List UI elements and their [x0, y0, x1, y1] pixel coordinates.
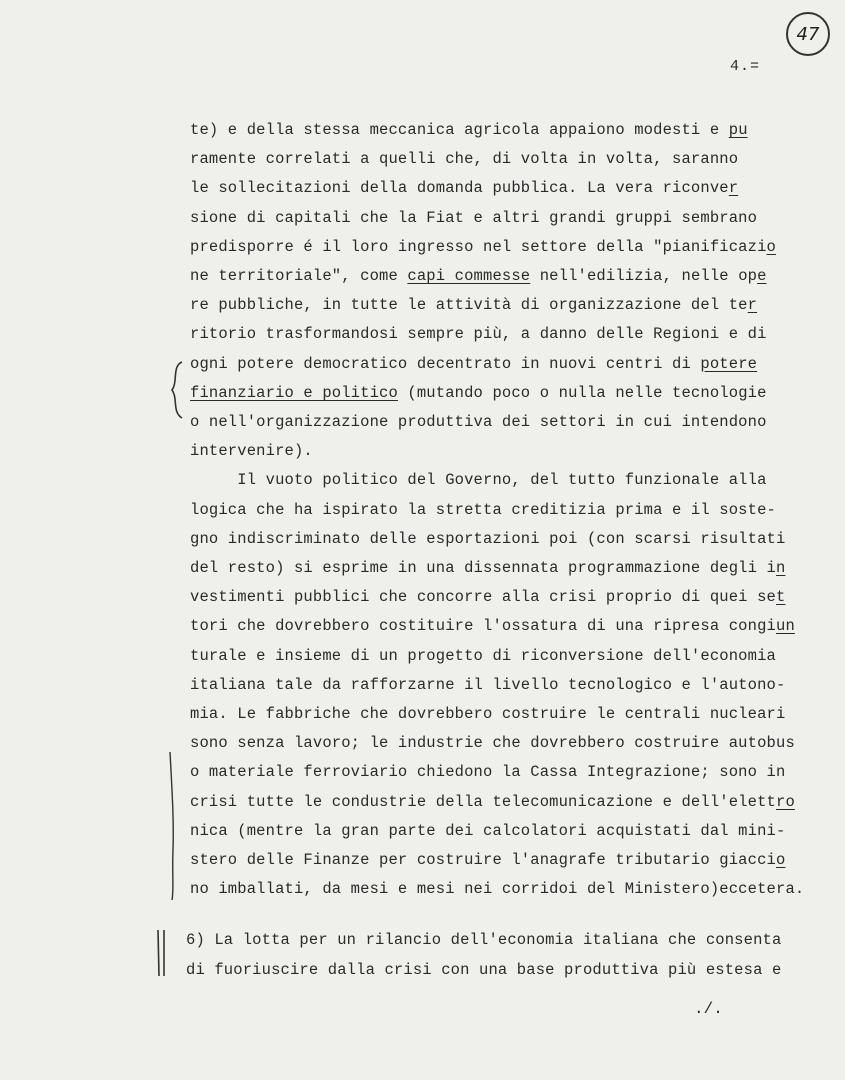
text-line [190, 208, 757, 228]
text-run: nell'edilizia, nelle op [530, 267, 758, 285]
text-line [190, 266, 767, 286]
text-run: mia. Le fabbriche che dovrebbero costruire le centrali nucleari [190, 705, 786, 723]
text-run: predisporre é il loro ingresso nel settore della "pianificazi [190, 237, 767, 256]
underlined-text: t [776, 588, 786, 607]
text-line [190, 879, 804, 899]
text-run: ritorio trasformandosi sempre più, a danno delle Regioni e di [190, 325, 767, 344]
text-run: crisi tutte le condustrie della telecomunicazione e dell'elett [190, 792, 776, 811]
text-line [190, 500, 776, 520]
underlined-text: n [776, 559, 786, 577]
text-run: sono senza lavoro; le industrie che dovrebbero costruire autobus [190, 734, 795, 753]
text-line [190, 704, 785, 724]
underlined-text: r [728, 179, 739, 198]
text-line [190, 587, 785, 607]
text-line [190, 178, 738, 198]
text-line [190, 558, 785, 578]
text-run: o nell'organizzazione produttiva dei settori in cui intendono [190, 413, 767, 431]
text-run: (mutando poco o nulla nelle tecnologie [397, 383, 767, 402]
margin-double-line-mark [152, 928, 172, 978]
text-line [190, 733, 795, 753]
text-line [190, 616, 795, 636]
underlined-text: e [757, 267, 767, 285]
text-run: italiana tale da rafforzarne il livello tecnologico e l'autono- [190, 675, 786, 694]
text-run: stero delle Finanze per costruire l'anagrafe tributario giacci [190, 851, 776, 869]
text-run: gno indiscriminato delle esportazioni poi (con scarsi risultati [190, 529, 786, 548]
text-line [190, 675, 785, 695]
folio-number: 47 [796, 23, 820, 45]
text-run: logica che ha ispirato la stretta creditizia prima e il soste- [190, 500, 776, 519]
text-run: 6) La lotta per un rilancio dell'economia italiana che consenta [186, 931, 782, 949]
text-run: Il vuoto politico del Governo, del tutto funzionale alla [190, 471, 767, 490]
text-run: ramente correlati a quelli che, di volta in volta, saranno [190, 150, 739, 169]
text-line [190, 470, 767, 490]
text-line [190, 850, 785, 870]
text-run: nica (mentre la gran parte dei calcolatori acquistati dal mini- [190, 821, 786, 840]
underlined-text: o [766, 237, 776, 256]
page-number: 4.= [730, 58, 761, 75]
text-line [190, 529, 785, 549]
text-line [186, 960, 781, 980]
underlined-text: un [776, 617, 795, 636]
text-run: sione di capitali che la Fiat e altri grandi gruppi sembrano [190, 208, 758, 227]
text-line [190, 383, 767, 403]
text-run: re pubbliche, in tutte le attività di organizzazione del te [190, 296, 748, 315]
underlined-text: capi commesse [407, 267, 531, 285]
text-line [190, 149, 738, 169]
text-run: vestimenti pubblici che concorre alla crisi proprio di quei se [190, 588, 776, 607]
text-line [190, 646, 776, 666]
margin-bracket-mark [166, 750, 180, 902]
text-line [190, 120, 748, 140]
folio-stamp [786, 12, 830, 56]
text-run: intervenire). [190, 442, 313, 461]
text-line [190, 762, 785, 782]
text-run: tori che dovrebbero costituire l'ossatura di una ripresa congi [190, 617, 776, 636]
text-run: te) e della stessa meccanica agricola appaiono modesti e [190, 121, 729, 139]
underlined-text: potere [700, 354, 758, 373]
text-line [190, 324, 767, 344]
text-line [190, 237, 776, 257]
text-line [190, 295, 757, 315]
continuation-mark: ./. [694, 1000, 723, 1018]
text-line [190, 412, 767, 432]
text-line [190, 441, 313, 461]
text-run: del resto) si esprime in una dissennata programmazione degli i [190, 559, 776, 577]
underlined-text: ro [776, 792, 795, 811]
text-line [186, 930, 781, 950]
text-run: no imballati, da mesi e mesi nei corridoi del Ministero)eccetera. [190, 880, 805, 899]
margin-brace-mark [168, 360, 190, 420]
text-line [190, 792, 795, 812]
text-line [190, 821, 785, 841]
text-run: turale e insieme di un progetto di riconversione dell'economia [190, 646, 776, 665]
underlined-text: r [747, 296, 758, 315]
text-line [190, 354, 757, 374]
text-run: ogni potere democratico decentrato in nuovi centri di [190, 354, 701, 373]
text-run: le sollecitazioni della domanda pubblica. La vera riconve [190, 179, 729, 198]
text-run: ne territoriale", come [190, 267, 408, 285]
underlined-text: finanziario e politico [190, 383, 398, 402]
underlined-text: pu [728, 121, 748, 139]
text-run: o materiale ferroviario chiedono la Cassa Integrazione; sono in [190, 763, 786, 782]
bleed-through-ghost [82, 30, 122, 980]
underlined-text: o [776, 851, 786, 869]
text-run: di fuoriuscire dalla crisi con una base produttiva più estesa e [186, 960, 782, 979]
